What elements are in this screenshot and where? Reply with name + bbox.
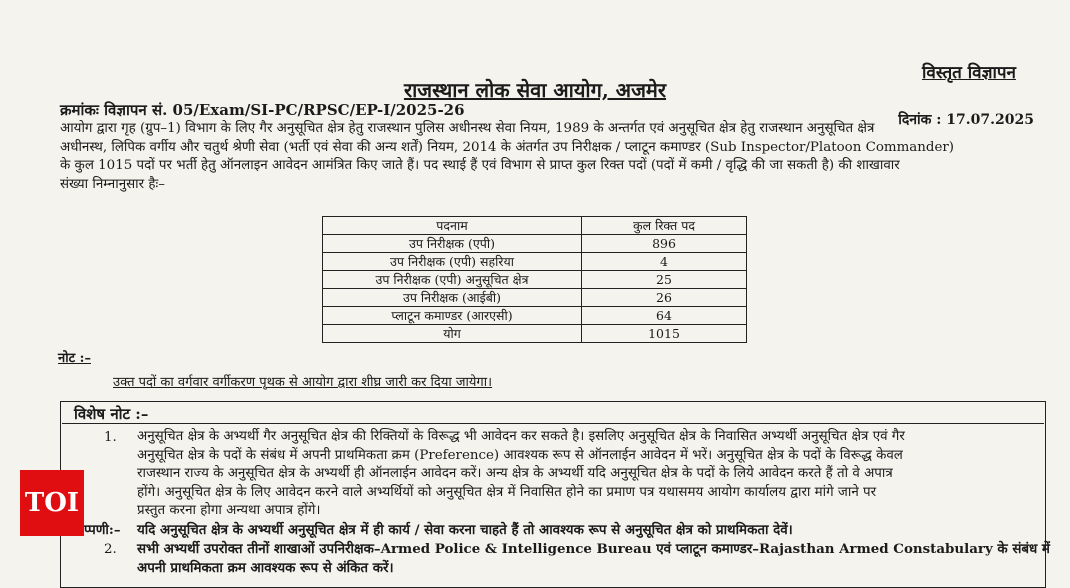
point-1-text: [137, 428, 905, 521]
table-row: [323, 253, 747, 271]
point-line: अनुसूचित क्षेत्र के पदों के संबंध में अपनी प्राथमिकता क्रम (Preference) आवश्यक रूप से ऑनलाईन आवेदन में भरें। अनुसूचित क्षेत्र के पदों के विरूद्ध केवल: [137, 447, 903, 463]
vacancy-count: 26: [582, 289, 747, 307]
tippani-text: यदि अनुसूचित क्षेत्र के अभ्यर्थी अनुसूचित क्षेत्र में ही कार्य / सेवा करना चाहते हैं तो आवश्यक रूप से अनुसूचित क्षेत्र को प्राथमिकता देवें।: [137, 522, 793, 538]
column-header-vacancies: कुल रिक्त पद: [582, 217, 747, 235]
total-count: 1015: [582, 325, 747, 343]
point-line: राजस्थान राज्य के अनुसूचित क्षेत्र के अभ्यर्थी ही ऑनलाईन आवेदन करें। अन्य क्षेत्र के अभ्यर्थी यदि अनुसूचित क्षेत्र के पदों के लिये आवेदन करते हैं तो वे अपात्र: [137, 466, 893, 481]
column-header-post: पदनाम: [323, 217, 582, 235]
reference-number: क्रमांकः विज्ञापन सं. 05/Exam/SI-PC/RPSC/EP-I/2025-26: [60, 101, 465, 119]
point-line: होंगे। अनुसूचित क्षेत्र के लिए आवेदन करने वाले अभ्यर्थियों को अनुसूचित क्षेत्र में निवासित होने का प्रमाण पत्र यथासमय आयोग कार्यालय द्वारा मांगे जाने पर: [137, 484, 877, 500]
intro-paragraph: [60, 120, 1040, 194]
post-name: उप निरीक्षक (एपी) अनुसूचित क्षेत्र: [323, 271, 582, 289]
point-line: प्रस्तुत करना होगा अन्यथा अपात्र होंगे।: [137, 503, 321, 518]
table-header-row: [323, 217, 747, 235]
vacancy-count: 896: [582, 235, 747, 253]
vacancy-count: 64: [582, 307, 747, 325]
point-line: सभी अभ्यर्थी उपरोक्त तीनों शाखाओं उपनिरीक्षक–Armed Police & Intelligence Bureau एवं प्लाटून कमाण्डर–Rajasthan Armed Constabulary के संबंध में: [137, 541, 1050, 557]
note-label: नोट :–: [58, 351, 91, 366]
post-name: प्लाटून कमाण्डर (आरएसी): [323, 307, 582, 325]
document-date: दिनांक : 17.07.2025: [898, 112, 1034, 128]
point-line: अपनी प्राथमिकता क्रम आवश्यक रूप से अंकित करें।: [137, 559, 394, 576]
advertisement-type-tag: विस्तृत विज्ञापन: [921, 63, 1016, 83]
point-2-text: [137, 540, 1050, 577]
table-row: [323, 289, 747, 307]
table-total-row: [323, 325, 747, 343]
vacancy-table: [322, 216, 747, 343]
post-name: उप निरीक्षक (एपी): [323, 235, 582, 253]
table-row: [323, 307, 747, 325]
note-text: उक्त पदों का वर्गवार वर्गीकरण पृथक से आयोग द्वारा शीघ्र जारी कर दिया जायेगा।: [113, 375, 493, 390]
intro-line: आयोग द्वारा गृह (ग्रुप–1) विभाग के लिए गैर अनुसूचित क्षेत्र हेतु राजस्थान पुलिस अधीनस्थ सेवा नियम, 1989 के अन्तर्गत एवं अनुसूचित क्षेत्र हेतु राजस्थान अनुसूचित क्षेत्र: [60, 121, 875, 136]
total-label: योग: [323, 325, 582, 343]
special-note-heading: विशेष नोट :–: [74, 405, 149, 423]
point-line: अनुसूचित क्षेत्र के अभ्यर्थी गैर अनुसूचित क्षेत्र की रिक्तियों के विरूद्ध भी आवेदन कर सकते है। इसलिए अनुसूचित क्षेत्र के निवासित अभ्यर्थी अनुसूचित क्षेत्र एवं गैर: [137, 429, 905, 444]
table-row: [323, 235, 747, 253]
tippani-label: प्पणी:–: [84, 522, 121, 538]
divider: [62, 423, 1044, 424]
post-name: उप निरीक्षक (एपी) सहरिया: [323, 253, 582, 271]
point-number: 1.: [104, 430, 117, 445]
page-title: राजस्थान लोक सेवा आयोग, अजमेर: [403, 78, 667, 102]
table-row: [323, 271, 747, 289]
point-number: 2.: [104, 542, 117, 557]
vacancy-count: 4: [582, 253, 747, 271]
intro-line: संख्या निम्नानुसार हैः–: [60, 176, 165, 192]
vacancy-count: 25: [582, 271, 747, 289]
post-name: उप निरीक्षक (आईबी): [323, 289, 582, 307]
intro-line: के कुल 1015 पदों पर भर्ती हेतु ऑनलाइन आवेदन आमंत्रित किए जाते हैं। पद स्थाई हैं एवं विभाग से प्राप्त कुल रिक्त पदों (पदों में कमी / वृद्धि की जा सकती है) की शाखावार: [60, 158, 900, 173]
toi-logo: TOI: [20, 470, 84, 536]
intro-line: अधीनस्थ, लिपिक वर्गीय और चतुर्थ श्रेणी सेवा (भर्ती एवं सेवा की अन्य शर्तें) नियम, 2014 के अंतर्गत उप निरीक्षक / प्लाटून कमाण्डर (Sub Inspector/Platoon Commander): [60, 139, 955, 155]
